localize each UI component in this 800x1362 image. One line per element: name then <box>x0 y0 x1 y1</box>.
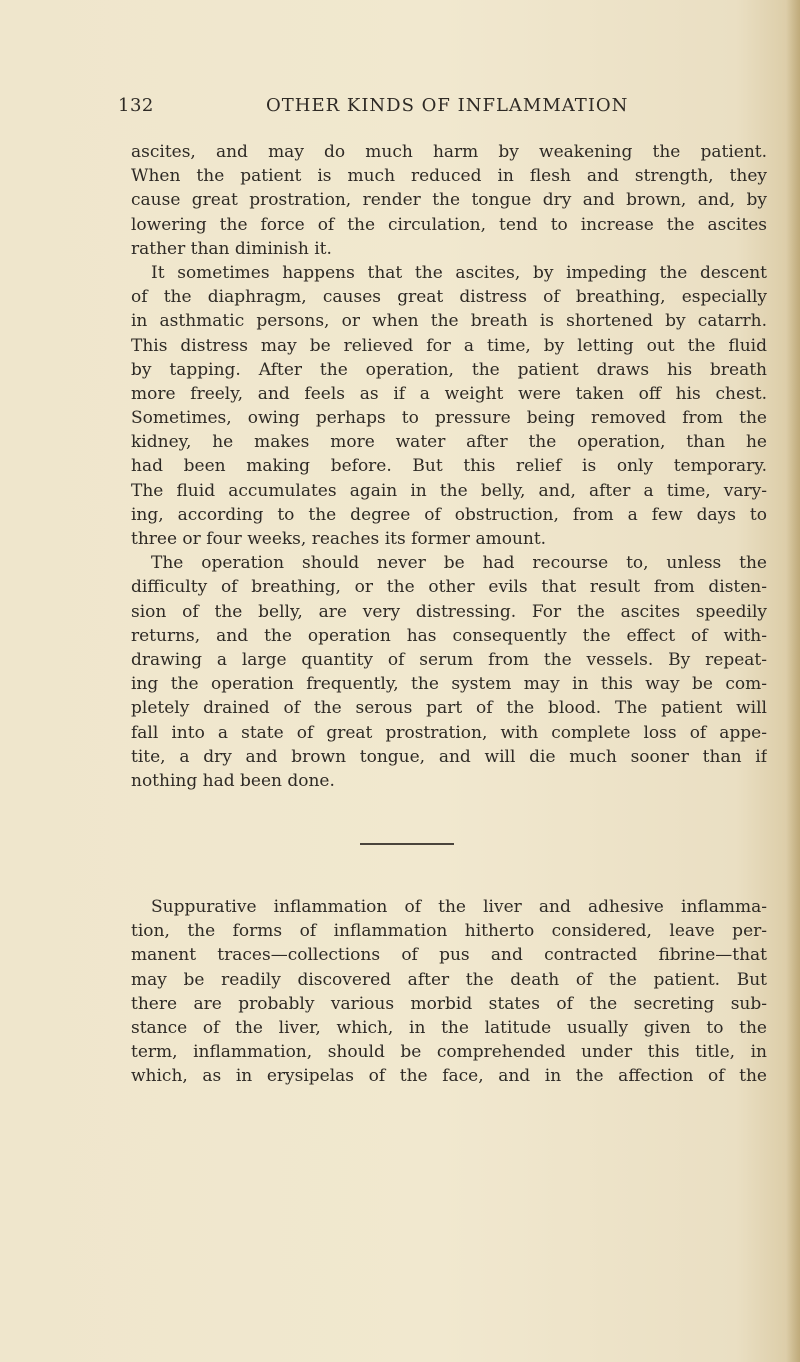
text-line: in asthmatic persons, or when the breath is shortened by catarrh. <box>131 311 767 332</box>
text-line: cause great prostration, render the tongue dry and brown, and, by <box>131 190 767 211</box>
text-line: term, inflammation, should be comprehended under this title, in <box>131 1042 767 1063</box>
paragraph-start-line: It sometimes happens that the ascites, by impeding the descent <box>151 262 767 283</box>
paragraph-start-line: The operation should never be had recourse to, unless the <box>151 553 767 574</box>
text-line: returns, and the operation has consequently the effect of with- <box>131 625 767 646</box>
text-line: lowering the force of the circulation, tend to increase the ascites <box>131 214 767 235</box>
text-line: tite, a dry and brown tongue, and will die much sooner than if <box>131 746 767 767</box>
text-line: there are probably various morbid states of the secreting sub- <box>131 993 767 1014</box>
text-line: difficulty of breathing, or the other evils that result from disten- <box>131 577 767 598</box>
text-line: of the diaphragm, causes great distress of breathing, especially <box>131 287 767 308</box>
running-title: OTHER KINDS OF INFLAMMATION <box>266 95 629 116</box>
running-head <box>118 95 678 119</box>
text-line: drawing a large quantity of serum from the vessels. By repeat- <box>131 649 767 670</box>
page-number: 132 <box>118 95 154 116</box>
text-line: nothing had been done. <box>131 770 335 791</box>
section-divider-rule <box>360 843 454 845</box>
text-line: sion of the belly, are very distressing. For the ascites speedily <box>131 601 767 622</box>
text-line: kidney, he makes more water after the operation, than he <box>131 432 767 453</box>
text-line: When the patient is much reduced in flesh and strength, they <box>131 166 767 187</box>
paragraph-start-line: Suppurative inflammation of the liver and adhesive inflamma- <box>151 897 767 917</box>
text-line: which, as in erysipelas of the face, and in the affection of the <box>131 1066 767 1087</box>
text-line: fall into a state of great prostration, with complete loss of appe- <box>131 722 767 743</box>
text-line: tion, the forms of inflammation hitherto considered, leave per- <box>131 921 767 942</box>
text-block-ascites <box>131 140 767 793</box>
text-line: three or four weeks, reaches its former amount. <box>131 529 547 549</box>
text-line: pletely drained of the serous part of the blood. The patient will <box>131 698 767 719</box>
text-line: may be readily discovered after the death of the patient. But <box>131 969 767 990</box>
text-line: rather than diminish it. <box>131 238 332 259</box>
text-line: ing, according to the degree of obstruction, from a few days to <box>131 504 767 525</box>
text-line: stance of the liver, which, in the latitude usually given to the <box>131 1017 767 1038</box>
text-line: ascites, and may do much harm by weakening the patient. <box>131 142 767 162</box>
text-line: had been making before. But this relief is only temporary. <box>131 456 767 477</box>
text-line: ing the operation frequently, the system may in this way be com- <box>131 674 767 695</box>
text-line: The fluid accumulates again in the belly, and, after a time, vary- <box>131 480 767 501</box>
text-block-suppurative <box>131 895 767 1089</box>
page-edge-shadow <box>786 0 800 1362</box>
text-line: more freely, and feels as if a weight were taken off his chest. <box>131 383 767 404</box>
text-line: manent traces—collections of pus and contracted fibrine—that <box>131 945 767 966</box>
text-line: This distress may be relieved for a time, by letting out the fluid <box>131 335 767 356</box>
text-line: Sometimes, owing perhaps to pressure being removed from the <box>131 408 767 429</box>
text-line: by tapping. After the operation, the patient draws his breath <box>131 359 767 380</box>
